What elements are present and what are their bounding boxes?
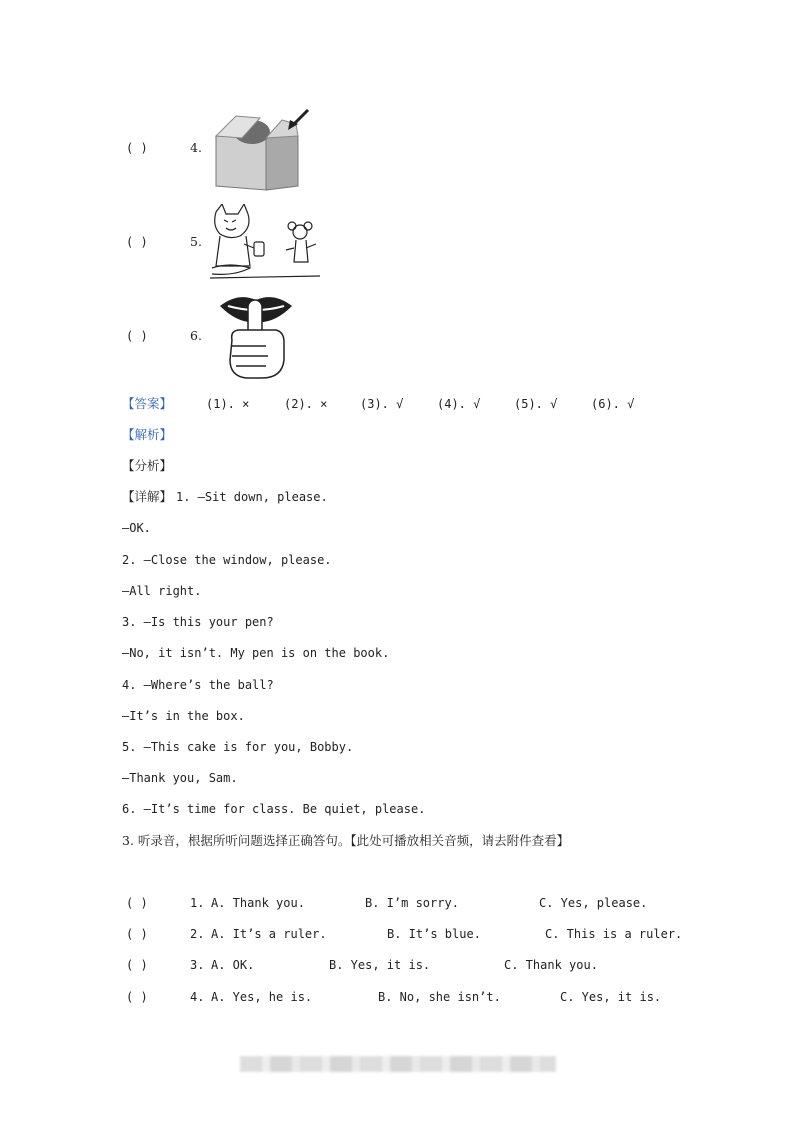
fenxi-label: 【分析】: [122, 458, 173, 473]
question-1-paren: ( ): [126, 896, 148, 910]
question-3-option-a: A. OK.: [211, 958, 255, 972]
detail-line: —Thank you, Sam.: [122, 771, 238, 785]
question-4-number: 4.: [190, 990, 205, 1004]
detail-line: 1. —Sit down, please.: [176, 490, 328, 504]
item-4-paren: ( ): [126, 141, 148, 155]
detail-line: 5. —This cake is for you, Bobby.: [122, 740, 354, 754]
blurred-footer-watermark: [240, 1056, 556, 1072]
item-5-number: 5.: [190, 234, 202, 249]
answer-6: (6). √: [591, 397, 635, 411]
question-4-option-c: C. Yes, it is.: [560, 990, 662, 1004]
item-5-paren: ( ): [126, 235, 148, 249]
detail-line: —It’s in the box.: [122, 709, 245, 723]
be-quiet-gesture-image: [218, 290, 294, 382]
detail-line: 2. —Close the window, please.: [122, 553, 332, 567]
question-3-option-b: B. Yes, it is.: [329, 958, 431, 972]
item-6-number: 6.: [190, 328, 202, 343]
question-4-option-b: B. No, she isn’t.: [378, 990, 501, 1004]
question-4-paren: ( ): [126, 990, 148, 1004]
item-4-number: 4.: [190, 140, 202, 155]
question-4-option-a: A. Yes, he is.: [211, 990, 313, 1004]
question-1-option-a: A. Thank you.: [211, 896, 305, 910]
question-3-option-c: C. Thank you.: [504, 958, 598, 972]
question-1-number: 1.: [190, 896, 205, 910]
answer-4: (4). √: [437, 397, 481, 411]
question-2-paren: ( ): [126, 927, 148, 941]
question-1-option-c: C. Yes, please.: [539, 896, 648, 910]
question-2-option-a: A. It’s a ruler.: [211, 927, 327, 941]
detail-line: —All right.: [122, 584, 202, 598]
answer-2: (2). ×: [284, 397, 328, 411]
detail-label: 【详解】: [122, 489, 173, 504]
question-2-number: 2.: [190, 927, 205, 941]
detail-line: —No, it isn’t. My pen is on the book.: [122, 646, 390, 660]
question-3-number: 3.: [190, 958, 205, 972]
answer-3: (3). √: [360, 397, 404, 411]
ball-in-box-image: [212, 108, 312, 193]
analysis-label: 【解析】: [122, 427, 173, 442]
answer-5: (5). √: [514, 397, 558, 411]
detail-line: 4. —Where’s the ball?: [122, 678, 274, 692]
answer-label: 【答案】: [122, 396, 173, 411]
question-1-option-b: B. I’m sorry.: [365, 896, 459, 910]
question-2-option-b: B. It’s blue.: [387, 927, 481, 941]
question-2-option-c: C. This is a ruler.: [545, 927, 683, 941]
cat-gives-cake-to-mouse-image: [210, 204, 324, 282]
detail-line: —OK.: [122, 521, 151, 535]
question-3-paren: ( ): [126, 958, 148, 972]
detail-line: 3. —Is this your pen?: [122, 615, 274, 629]
answer-1: (1). ×: [206, 397, 250, 411]
section-3-title: 3. 听录音，根据所听问题选择正确答句。【此处可播放相关音频，请去附件查看】: [122, 833, 570, 848]
item-6-paren: ( ): [126, 329, 148, 343]
detail-line: 6. —It’s time for class. Be quiet, please.: [122, 802, 426, 816]
